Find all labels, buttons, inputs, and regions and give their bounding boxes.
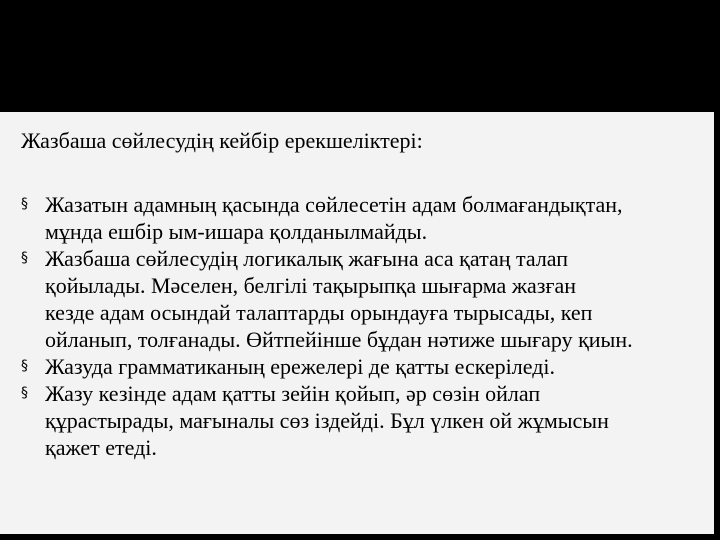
bullet-text-line: құрастырады, мағыналы сөз іздейді. Бұл үлкен ой жұмысын [45, 408, 609, 433]
bullet-text-line: Жазбаша сөйлесудің логикалық жағына аса қатаң талап [45, 246, 569, 271]
bullet-text-line: қойылады. Мәселен, белгілі тақырыпқа шығарма жазған [45, 273, 577, 298]
bullet-marker-icon: § [21, 385, 28, 401]
bullet-list [20, 191, 700, 461]
slide-header-band [0, 0, 720, 112]
slide-heading: Жазбаша сөйлесудің кейбір ерекшеліктері: [21, 128, 423, 153]
bullet-text-line: Жазу кезінде адам қатты зейін қойып, әр сөзін ойлап [45, 381, 541, 406]
bullet-text-line: қажет етеді. [45, 435, 157, 460]
bullet-marker-icon: § [21, 250, 28, 266]
bullet-text-line: ойланып, толғанады. Өйтпейінше бұдан нәтиже шығару қиын. [45, 327, 633, 352]
bullet-item [20, 380, 700, 461]
bullet-text-line: кезде адам осындай талаптарды орындауға тырысады, кеп [45, 300, 593, 325]
bullet-marker-icon: § [21, 358, 28, 374]
bullet-text-line: Жазуда грамматиканың ережелері де қатты ескеріледі. [45, 354, 556, 379]
bullet-item [20, 245, 700, 353]
bullet-text-line: Жазатын адамның қасында сөйлесетін адам болмағандықтан, [45, 192, 623, 217]
bullet-text-line: мұнда ешбір ым-ишара қолданылмайды. [45, 219, 428, 244]
bullet-item [20, 191, 700, 245]
bullet-marker-icon: § [21, 196, 28, 212]
bullet-item [20, 353, 700, 380]
